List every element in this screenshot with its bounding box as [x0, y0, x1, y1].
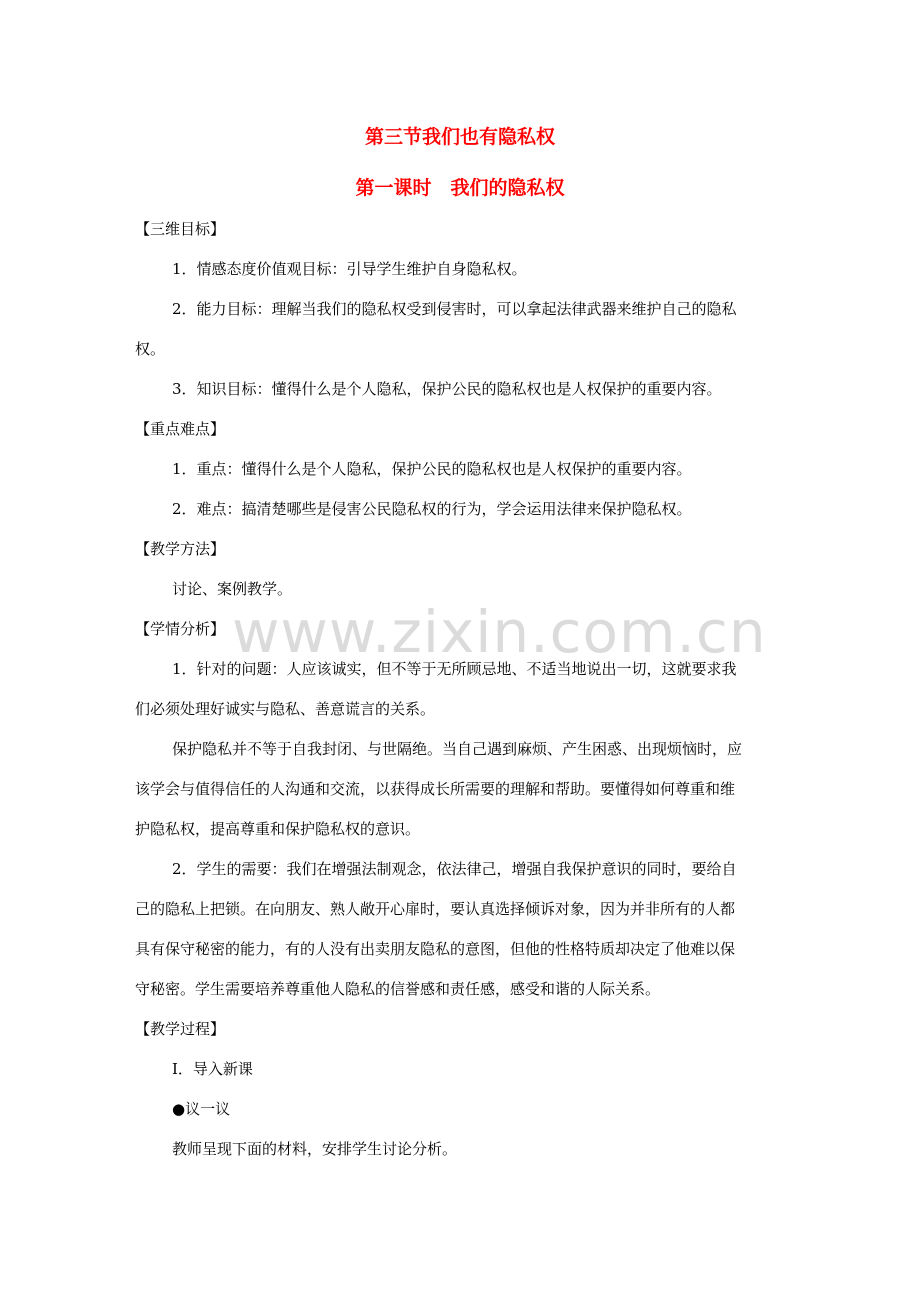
section-heading-process: 【教学过程】 [135, 1020, 226, 1038]
paragraph-line: 3．知识目标：懂得什么是个人隐私，保护公民的隐私权也是人权保护的重要内容。 [172, 380, 722, 398]
paragraph-line: 2．难点：搞清楚哪些是侵害公民隐私权的行为，学会运用法律来保护隐私权。 [172, 500, 692, 518]
section-heading-keypoints: 【重点难点】 [135, 420, 226, 438]
paragraph-line: 1．情感态度价值观目标：引导学生维护自身隐私权。 [172, 260, 527, 278]
paragraph-line: 保护隐私并不等于自我封闭、与世隔绝。当自己遇到麻烦、产生困惑、出现烦恼时，应 [172, 740, 743, 758]
paragraph-line: 1．针对的问题：人应该诚实，但不等于无所顾忌地、不适当地说出一切，这就要求我 [172, 660, 737, 678]
section-heading-analysis: 【学情分析】 [135, 620, 226, 638]
paragraph-line: 讨论、案例教学。 [172, 580, 293, 598]
paragraph-line: 2．能力目标：理解当我们的隐私权受到侵害时，可以拿起法律武器来维护自己的隐私 [172, 300, 737, 318]
watermark: www.zixin.com.cn [232, 598, 767, 666]
paragraph-line: Ⅰ．导入新课 [172, 1060, 253, 1078]
section-heading-goals: 【三维目标】 [135, 220, 226, 238]
paragraph-line: 1．重点：懂得什么是个人隐私，保护公民的隐私权也是人权保护的重要内容。 [172, 460, 692, 478]
paragraph-line: 权。 [135, 340, 166, 358]
paragraph-line: 们必须处理好诚实与隐私、善意谎言的关系。 [135, 700, 436, 718]
paragraph-line: 2．学生的需要：我们在增强法制观念，依法律己，增强自我保护意识的同时，要给自 [172, 860, 737, 878]
paragraph-line: 教师呈现下面的材料，安排学生讨论分析。 [172, 1140, 458, 1158]
paragraph-line: 守秘密。学生需要培养尊重他人隐私的信誉感和责任感，感受和谐的人际关系。 [135, 980, 661, 998]
paragraph-line: 该学会与值得信任的人沟通和交流，以获得成长所需要的理解和帮助。要懂得如何尊重和维 [135, 780, 736, 798]
page-title: 第三节我们也有隐私权 [364, 126, 555, 148]
section-heading-methods: 【教学方法】 [135, 540, 226, 558]
paragraph-line: 具有保守秘密的能力，有的人没有出卖朋友隐私的意图，但他的性格特质却决定了他难以保 [135, 940, 736, 958]
paragraph-line: 护隐私权，提高尊重和保护隐私权的意识。 [135, 820, 421, 838]
page-subtitle: 第一课时 我们的隐私权 [355, 177, 565, 199]
paragraph-line: 己的隐私上把锁。在向朋友、熟人敞开心扉时，要认真选择倾诉对象，因为并非所有的人都 [135, 900, 736, 918]
paragraph-line: ●议一议 [172, 1100, 231, 1118]
